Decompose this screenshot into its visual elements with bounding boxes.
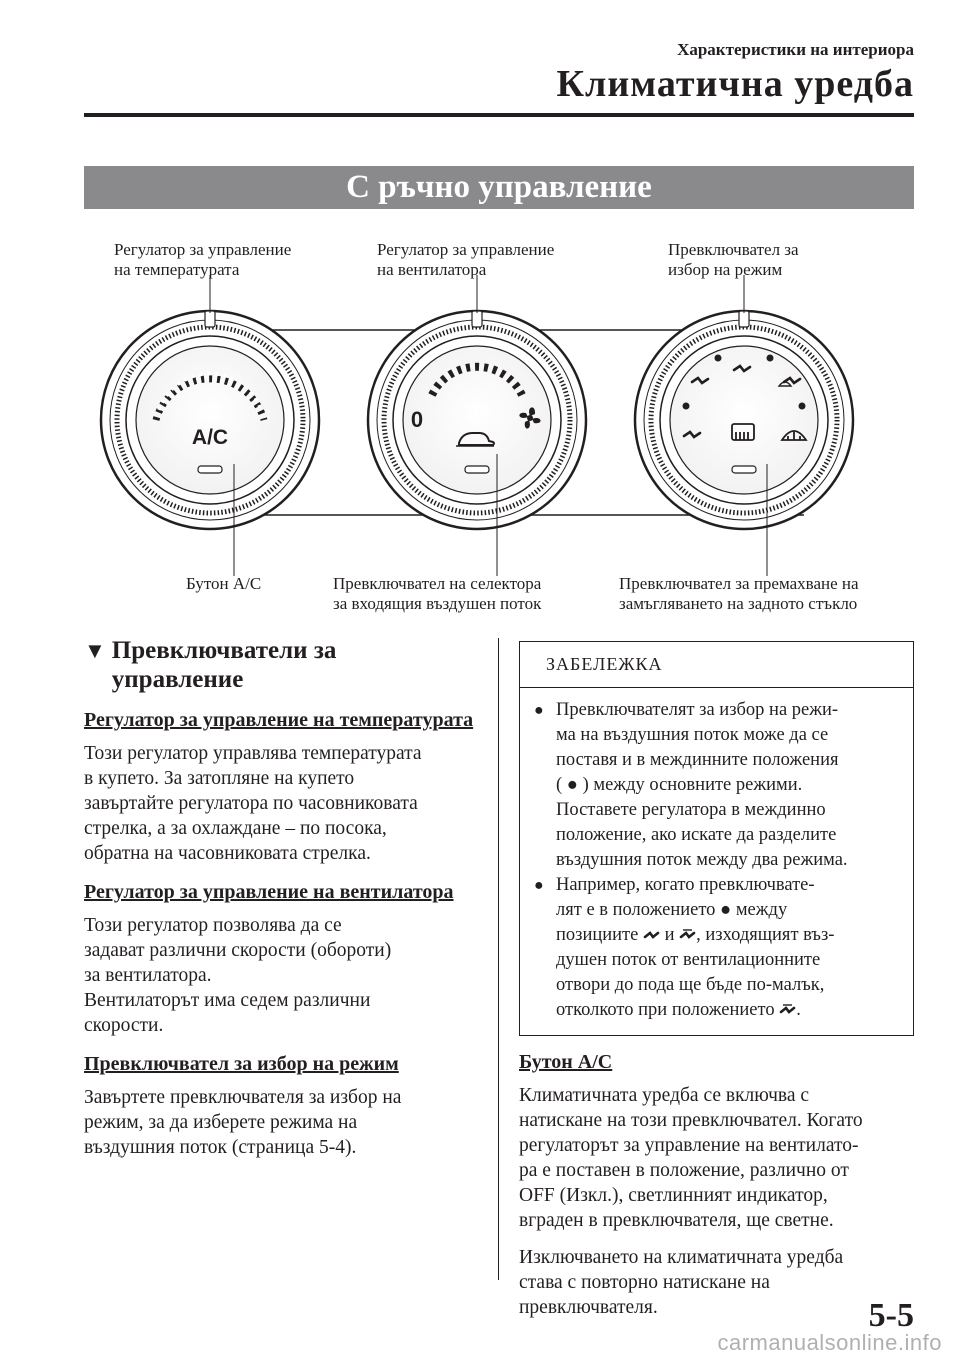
controls-heading — [84, 636, 484, 694]
section-title: С ръчно управление — [84, 166, 914, 209]
climate-panel-illustration — [84, 220, 914, 620]
temp-heading: Регулатор за управление на температурата — [84, 709, 474, 731]
fan-zero-label: 0 — [410, 407, 424, 432]
note-item-2-part-a: Например, когато превключвате- лят е в положението ● между позициите — [556, 875, 815, 945]
callout-intake-selector: Превключвател на селектора за входящия въздушен поток — [333, 574, 542, 613]
ac-text: Климатичната уредба се включва с натискане на този превключвател. Когато регулаторът за управление на вентилато- ра е поставен в положение, различно от OFF (Изкл.), светлинният индикатор, вграден в превключвателя, ще светне. — [519, 1085, 863, 1231]
watermark: carmanualsonline.info — [717, 1330, 942, 1355]
note-item-2-text — [556, 873, 834, 1023]
note-title: ЗАБЕЛЕЖКА — [520, 642, 913, 688]
right-column — [519, 641, 914, 1320]
temperature-dial[interactable] — [101, 311, 319, 529]
note-box — [519, 641, 914, 1036]
fan-text: Този регулатор позволява да се задават различни скорости (обороти) за вентилатора. Вентилаторът има седем различни скорости. — [84, 915, 392, 1036]
floor-vent-icon — [643, 927, 660, 941]
ac-label: A/C — [191, 426, 229, 449]
callout-temp-control: Регулатор за управление на температурата — [114, 240, 292, 279]
note-item-2-part-b: , изходящият въз- душен поток от вентилационните отвори до пода ще бъде по-малък, отколкото при положението — [556, 925, 835, 1020]
climate-control-figure — [84, 220, 914, 620]
bullet-icon: ● — [534, 877, 544, 894]
bullet-icon: ● — [534, 702, 544, 719]
floor-defrost-vent-icon — [679, 927, 696, 941]
note-item-2-end: . — [796, 1000, 801, 1020]
header-rule — [84, 113, 914, 117]
note-item-2-and: и — [664, 925, 675, 945]
callout-fan-control: Регулатор за управление на вентилатора — [377, 240, 555, 279]
ac-heading: Бутон A/C — [519, 1051, 613, 1073]
note-item-1-text: Превключвателят за избор на режи- ма на въздушния поток може да се поставя и в междинните положения ( ● ) между основните режими. Поставете регулатора в междинно положение, ако искате да разделите въздушния поток между два режима. — [556, 700, 848, 870]
fan-heading: Регулатор за управление на вентилатора — [84, 881, 454, 903]
column-divider — [498, 638, 499, 1280]
temp-text: Този регулатор управлява температурата в купето. За затопляне на купето завъртайте регулатора по часовниковата стрелка, а за охлаждане – по посока, обратна на часовниковата стрелка. — [84, 743, 422, 864]
mode-heading: Превключвател за избор на режим — [84, 1053, 399, 1075]
page-number: 5-5 — [868, 1297, 914, 1334]
left-column — [84, 636, 484, 1160]
triangle-icon: ▼ — [84, 638, 106, 663]
controls-heading-text: Превключватели за управление — [111, 637, 337, 693]
note-item — [534, 698, 903, 873]
floor-vent-icon — [779, 1002, 796, 1016]
off-text: Изключването на климатичната уредба става с повторно натискане на превключвателя. — [519, 1247, 844, 1318]
header-section: Характеристики на интериора — [677, 40, 914, 59]
mode-dial[interactable] — [635, 311, 853, 529]
callout-ac-button: Бутон A/C — [186, 574, 262, 593]
header-title: Климатична уредба — [556, 63, 914, 105]
note-item — [534, 873, 903, 1023]
fan-dial[interactable] — [368, 311, 586, 529]
callout-mode-selector: Превключвател за избор на режим — [668, 240, 799, 279]
mode-text: Завъртете превключвателя за избор на режим, за да изберете режима на въздушния поток (страница 5-4). — [84, 1087, 402, 1158]
callout-rear-defrost: Превключвател за премахване на замъгляването на задното стъкло — [619, 574, 859, 613]
